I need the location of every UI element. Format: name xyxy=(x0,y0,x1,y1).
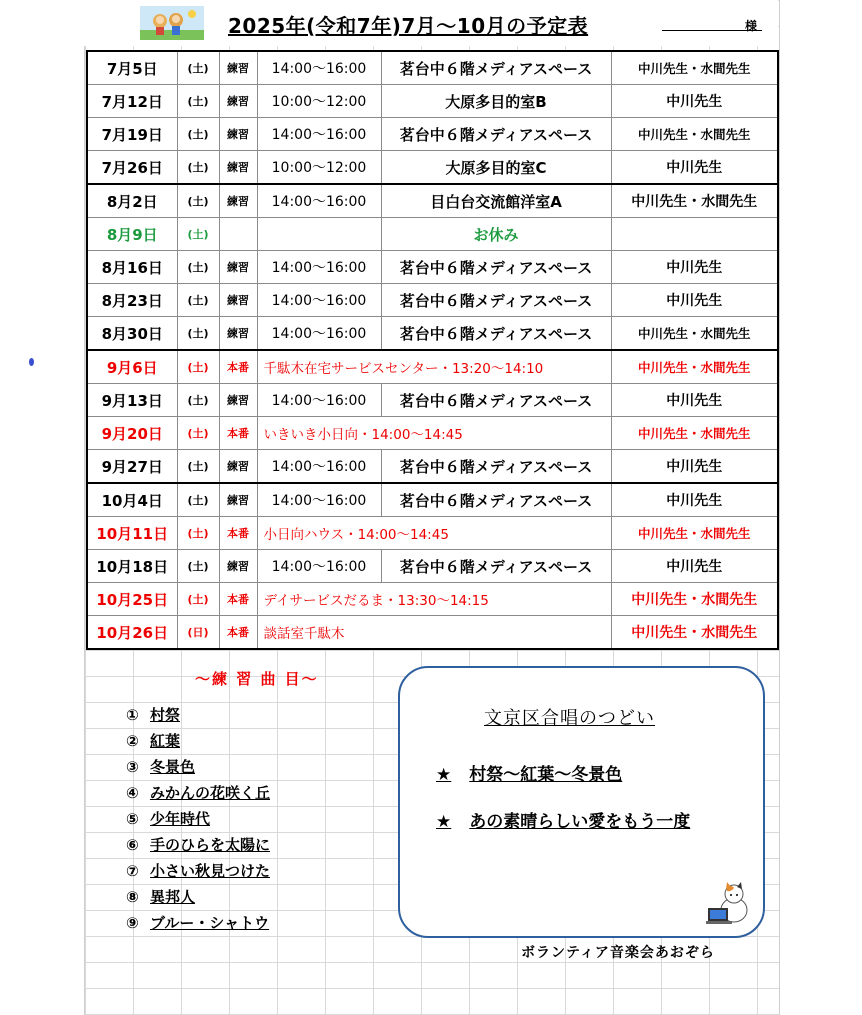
piece-number: ⑤ xyxy=(126,810,139,828)
piece-number: ⑥ xyxy=(126,836,139,854)
type-cell: 練習 xyxy=(219,118,257,151)
stray-dot xyxy=(29,358,34,366)
weekday-cell: (土) xyxy=(177,384,219,417)
practice-pieces-list xyxy=(126,703,270,937)
practice-piece xyxy=(126,807,270,833)
place-cell: 茗台中６階メディアスペース xyxy=(381,251,611,284)
schedule-row xyxy=(87,483,778,517)
star-icon: ★ xyxy=(436,765,452,785)
type-cell: 練習 xyxy=(219,483,257,517)
place-cell: 大原多目的室B xyxy=(381,85,611,118)
piece-number: ③ xyxy=(126,758,139,776)
date-cell: 10月25日 xyxy=(87,583,177,616)
event-program-text: 村祭～紅葉～冬景色 xyxy=(469,765,623,785)
event-box xyxy=(398,666,765,938)
teacher-cell: 中川先生 xyxy=(611,151,778,185)
practice-piece xyxy=(126,911,270,937)
practice-piece xyxy=(126,859,270,885)
schedule-row xyxy=(87,517,778,550)
event-cell: 千駄木在宅サービスセンター・13:20～14:10 xyxy=(257,350,611,384)
event-program-text: あの素晴らしい愛をもう一度 xyxy=(469,812,691,832)
date-cell: 7月19日 xyxy=(87,118,177,151)
schedule-row xyxy=(87,616,778,650)
teacher-cell: 中川先生・水間先生 xyxy=(611,184,778,218)
weekday-cell: (土) xyxy=(177,118,219,151)
teacher-cell xyxy=(611,218,778,251)
weekday-cell: (土) xyxy=(177,350,219,384)
schedule-row xyxy=(87,151,778,185)
type-cell: 練習 xyxy=(219,85,257,118)
schedule-table xyxy=(86,50,779,650)
weekday-cell: (土) xyxy=(177,550,219,583)
time-cell: 14:00～16:00 xyxy=(257,251,381,284)
schedule-row xyxy=(87,184,778,218)
type-cell: 本番 xyxy=(219,517,257,550)
time-cell: 10:00～12:00 xyxy=(257,151,381,185)
piece-name: 手のひらを太陽に xyxy=(150,836,271,854)
event-box-title: 文京区合唱のつどい xyxy=(484,708,655,729)
teacher-cell: 中川先生・水間先生 xyxy=(611,118,778,151)
event-cell: デイサービスだるま・13:30～14:15 xyxy=(257,583,611,616)
practice-piece xyxy=(126,703,270,729)
schedule-row xyxy=(87,550,778,583)
children-illustration-icon xyxy=(140,6,204,40)
time-cell: 14:00～16:00 xyxy=(257,450,381,484)
date-cell: 10月18日 xyxy=(87,550,177,583)
weekday-cell: (日) xyxy=(177,616,219,650)
weekday-cell: (土) xyxy=(177,85,219,118)
schedule-row xyxy=(87,51,778,85)
teacher-cell: 中川先生 xyxy=(611,550,778,583)
time-cell: 14:00～16:00 xyxy=(257,118,381,151)
event-cell: 談話室千駄木 xyxy=(257,616,611,650)
teacher-cell: 中川先生・水間先生 xyxy=(611,517,778,550)
weekday-cell: (土) xyxy=(177,317,219,351)
date-cell: 8月2日 xyxy=(87,184,177,218)
type-cell: 練習 xyxy=(219,184,257,218)
weekday-cell: (土) xyxy=(177,184,219,218)
type-cell: 本番 xyxy=(219,417,257,450)
piece-number: ⑦ xyxy=(126,862,139,880)
teacher-cell: 中川先生・水間先生 xyxy=(611,583,778,616)
type-cell: 練習 xyxy=(219,450,257,484)
event-cell: いきいき小日向・14:00～14:45 xyxy=(257,417,611,450)
place-cell: 茗台中６階メディアスペース xyxy=(381,550,611,583)
date-cell: 7月5日 xyxy=(87,51,177,85)
weekday-cell: (土) xyxy=(177,218,219,251)
place-cell: 茗台中６階メディアスペース xyxy=(381,317,611,351)
type-cell: 練習 xyxy=(219,51,257,85)
place-cell: 目白台交流館洋室A xyxy=(381,184,611,218)
piece-number: ② xyxy=(126,732,139,750)
place-cell: 茗台中６階メディアスペース xyxy=(381,118,611,151)
type-cell: 本番 xyxy=(219,616,257,650)
date-cell: 9月20日 xyxy=(87,417,177,450)
teacher-cell: 中川先生 xyxy=(611,450,778,484)
practice-piece xyxy=(126,885,270,911)
star-icon: ★ xyxy=(436,812,452,832)
teacher-cell: 中川先生・水間先生 xyxy=(611,616,778,650)
teacher-cell: 中川先生・水間先生 xyxy=(611,317,778,351)
type-cell: 練習 xyxy=(219,284,257,317)
honorific: 様 xyxy=(745,19,758,33)
weekday-cell: (土) xyxy=(177,417,219,450)
place-cell: 茗台中６階メディアスペース xyxy=(381,483,611,517)
piece-number: ⑨ xyxy=(126,914,139,932)
date-cell: 9月13日 xyxy=(87,384,177,417)
date-cell: 7月12日 xyxy=(87,85,177,118)
time-cell xyxy=(257,218,381,251)
event-program-item xyxy=(436,760,622,785)
type-cell: 練習 xyxy=(219,384,257,417)
schedule-row xyxy=(87,251,778,284)
teacher-cell: 中川先生・水間先生 xyxy=(611,51,778,85)
time-cell: 14:00～16:00 xyxy=(257,483,381,517)
place-cell: 茗台中６階メディアスペース xyxy=(381,51,611,85)
teacher-cell: 中川先生 xyxy=(611,284,778,317)
weekday-cell: (土) xyxy=(177,151,219,185)
type-cell: 練習 xyxy=(219,151,257,185)
piece-number: ① xyxy=(126,706,139,724)
place-cell: 茗台中６階メディアスペース xyxy=(381,384,611,417)
place-cell: お休み xyxy=(381,218,611,251)
place-cell: 茗台中６階メディアスペース xyxy=(381,450,611,484)
schedule-row xyxy=(87,417,778,450)
date-cell: 9月27日 xyxy=(87,450,177,484)
piece-number: ④ xyxy=(126,784,139,802)
practice-piece xyxy=(126,755,270,781)
practice-piece xyxy=(126,781,270,807)
date-cell: 10月4日 xyxy=(87,483,177,517)
date-cell: 9月6日 xyxy=(87,350,177,384)
time-cell: 14:00～16:00 xyxy=(257,51,381,85)
date-cell: 8月30日 xyxy=(87,317,177,351)
piece-name: 異邦人 xyxy=(150,888,196,906)
weekday-cell: (土) xyxy=(177,51,219,85)
place-cell: 茗台中６階メディアスペース xyxy=(381,284,611,317)
date-cell: 8月9日 xyxy=(87,218,177,251)
place-cell: 大原多目的室C xyxy=(381,151,611,185)
teacher-cell: 中川先生 xyxy=(611,384,778,417)
time-cell: 14:00～16:00 xyxy=(257,384,381,417)
weekday-cell: (土) xyxy=(177,450,219,484)
schedule-row xyxy=(87,583,778,616)
piece-name: 村祭 xyxy=(150,706,181,724)
teacher-cell: 中川先生・水間先生 xyxy=(611,350,778,384)
piece-name: 少年時代 xyxy=(150,810,211,828)
teacher-cell: 中川先生 xyxy=(611,483,778,517)
type-cell: 練習 xyxy=(219,550,257,583)
page-title: 2025年(令和7年)7月～10月の予定表 xyxy=(228,14,589,38)
time-cell: 14:00～16:00 xyxy=(257,284,381,317)
schedule-row xyxy=(87,317,778,351)
schedule-row xyxy=(87,450,778,484)
date-cell: 8月16日 xyxy=(87,251,177,284)
teacher-cell: 中川先生 xyxy=(611,85,778,118)
time-cell: 10:00～12:00 xyxy=(257,85,381,118)
piece-name: 冬景色 xyxy=(150,758,196,776)
schedule-row xyxy=(87,384,778,417)
date-cell: 7月26日 xyxy=(87,151,177,185)
piece-name: みかんの花咲く丘 xyxy=(150,784,271,802)
piece-number: ⑧ xyxy=(126,888,139,906)
type-cell: 練習 xyxy=(219,251,257,284)
type-cell: 本番 xyxy=(219,350,257,384)
teacher-cell: 中川先生・水間先生 xyxy=(611,417,778,450)
piece-name: 小さい秋見つけた xyxy=(150,862,271,880)
schedule-row xyxy=(87,118,778,151)
organization-name: ボランティア音楽会あおぞら xyxy=(521,945,715,961)
time-cell: 14:00～16:00 xyxy=(257,550,381,583)
type-cell: 本番 xyxy=(219,583,257,616)
practice-pieces-title: ～練 習 曲 目～ xyxy=(195,670,319,688)
piece-name: 紅葉 xyxy=(150,732,181,750)
event-program-item xyxy=(436,807,690,832)
schedule-row xyxy=(87,218,778,251)
time-cell: 14:00～16:00 xyxy=(257,317,381,351)
time-cell: 14:00～16:00 xyxy=(257,184,381,218)
weekday-cell: (土) xyxy=(177,284,219,317)
piece-name: ブルー・シャトウ xyxy=(150,914,270,932)
cat-with-laptop-icon xyxy=(704,878,754,928)
practice-piece xyxy=(126,833,270,859)
schedule-row xyxy=(87,284,778,317)
weekday-cell: (土) xyxy=(177,583,219,616)
weekday-cell: (土) xyxy=(177,517,219,550)
practice-piece xyxy=(126,729,270,755)
schedule-row xyxy=(87,85,778,118)
weekday-cell: (土) xyxy=(177,251,219,284)
date-cell: 10月26日 xyxy=(87,616,177,650)
event-cell: 小日向ハウス・14:00～14:45 xyxy=(257,517,611,550)
type-cell xyxy=(219,218,257,251)
date-cell: 10月11日 xyxy=(87,517,177,550)
weekday-cell: (土) xyxy=(177,483,219,517)
type-cell: 練習 xyxy=(219,317,257,351)
teacher-cell: 中川先生 xyxy=(611,251,778,284)
date-cell: 8月23日 xyxy=(87,284,177,317)
schedule-row xyxy=(87,350,778,384)
